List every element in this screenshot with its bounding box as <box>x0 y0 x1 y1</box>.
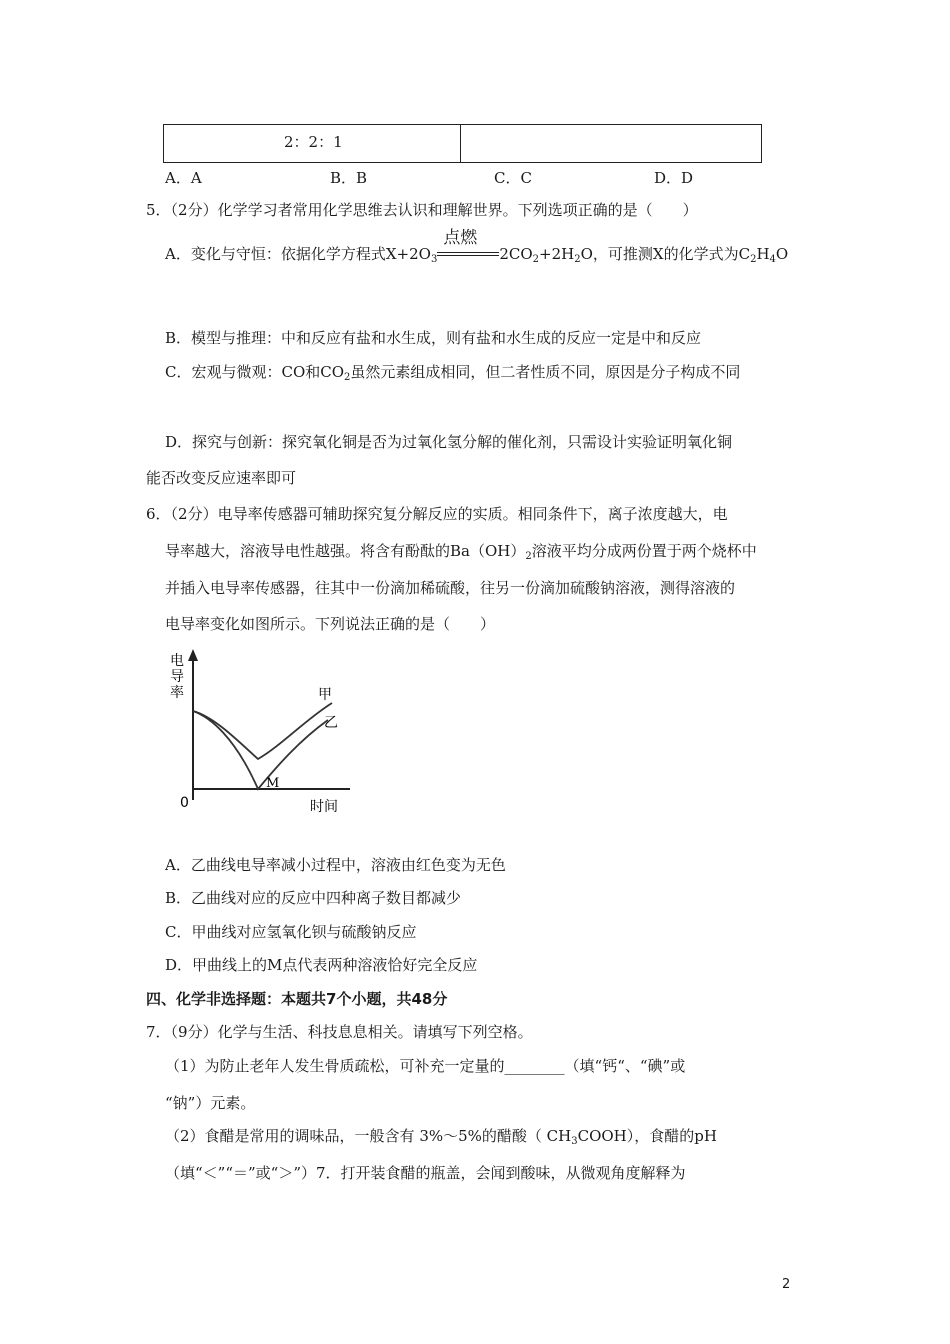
q6-stem-line1: 6．（2分）电导率传感器可辅助探究复分解反应的实质。相同条件下，离子浓度越大，电 <box>146 505 728 523</box>
q4-option-b: B．B <box>330 169 368 187</box>
q5-option-d-line1: D．探究与创新：探究氧化铜是否为过氧化氢分解的催化剂，只需设计实验证明氧化铜 <box>165 433 733 451</box>
q5-option-a <box>165 228 789 265</box>
q4-option-c: C．C <box>494 169 532 187</box>
q5-option-c <box>165 362 740 382</box>
q6-line2-prefix: 导率越大，溶液导电性越强。将含有酚酞的Ba（OH） <box>165 542 526 560</box>
q7-part2-line2: （填“＜”“＝”或“＞”）7．打开装食醋的瓶盖，会闻到酸味，从微观角度解释为 <box>165 1164 686 1182</box>
curve-yi-label: 乙 <box>324 715 338 731</box>
q5-c-prefix: C．宏观与微观：CO和CO <box>165 363 345 381</box>
curve-jia <box>193 703 332 759</box>
table-cell-left-text: 2：2：1 <box>284 133 343 151</box>
q5-c-end: 虽然元素组成相同，但二者性质不同，原因是分子构成不同 <box>350 363 741 381</box>
q7-p2-end: COOH），食醋的pH <box>577 1127 717 1145</box>
q4-option-d: D．D <box>654 169 694 187</box>
q6-stem-line3: 并插入电导率传感器，往其中一份滴加稀硫酸，往另一份滴加硫酸钠溶液，测得溶液的 <box>165 579 736 597</box>
section-heading: 四、化学非选择题：本题共7个小题，共48分 <box>146 990 448 1008</box>
q5-stem: 5．（2分）化学学习者常用化学思维去认识和理解世界。下列选项正确的是（ ） <box>146 201 698 219</box>
q5-a-sub1: 3 <box>430 254 438 265</box>
q5-a-mid1: 2CO <box>499 245 533 263</box>
reaction-arrow <box>437 228 499 264</box>
q6-stem-line2 <box>165 541 757 561</box>
q5-option-d-line2: 能否改变反应速率即可 <box>146 469 297 487</box>
q6-stem-line4: 电导率变化如图所示。下列说法正确的是（ ） <box>165 615 496 633</box>
y-label-2: 导 <box>170 669 184 685</box>
x-label: 时间 <box>310 799 338 815</box>
page-number: 2 <box>782 1277 791 1292</box>
q5-c-sub: 2 <box>344 372 351 383</box>
q5-a-sub4: 2 <box>750 254 757 265</box>
q5-a-sub3: 2 <box>574 254 581 265</box>
q5-a-sub5: 4 <box>769 254 776 265</box>
table-cell-left <box>164 125 461 163</box>
q5-a-mid2: +2H <box>539 245 575 263</box>
q6-line2-end: 溶液平均分成两份置于两个烧杯中 <box>531 542 757 560</box>
y-label-1: 电 <box>170 653 184 669</box>
q6-option-a: A．乙曲线电导率减小过程中，溶液由红色变为无色 <box>165 856 506 874</box>
q4-option-a: A．A <box>165 169 202 187</box>
y-axis-arrow <box>188 649 198 661</box>
q5-a-mid3: O，可推测X的化学式为C <box>580 245 751 263</box>
q5-a-mid4: H <box>756 245 770 263</box>
q5-a-sub2: 2 <box>532 254 540 265</box>
y-label-3: 率 <box>170 685 184 701</box>
q6-line2-sub: 2 <box>525 551 532 562</box>
q7-part2-line1 <box>165 1126 717 1146</box>
q7-p2-sub: 3 <box>571 1136 578 1147</box>
q7-p2-prefix: （2）食醋是常用的调味品，一般含有 3%～5%的醋酸（ CH <box>165 1127 572 1145</box>
q6-option-b: B．乙曲线对应的反应中四种离子数目都减少 <box>165 889 462 907</box>
point-m-label: M <box>266 776 280 791</box>
answer-table <box>163 124 762 163</box>
q5-a-prefix: A．变化与守恒：依据化学方程式X+2O <box>165 245 431 263</box>
curve-yi <box>193 711 328 789</box>
q5-a-end: O <box>775 245 789 263</box>
reaction-condition: 点燃 <box>443 228 478 248</box>
table-cell-right <box>461 125 762 163</box>
curve-jia-label: 甲 <box>318 687 332 703</box>
q7-part1-line2: “钠”）元素。 <box>165 1094 256 1112</box>
q6-option-d: D．甲曲线上的M点代表两种溶液恰好完全反应 <box>165 956 478 974</box>
q5-option-b: B．模型与推理：中和反应有盐和水生成，则有盐和水生成的反应一定是中和反应 <box>165 329 702 347</box>
origin-label: 0 <box>180 795 189 811</box>
q7-stem: 7．（9分）化学与生活、科技息息相关。请填写下列空格。 <box>146 1023 533 1041</box>
q7-part1-line1: （1）为防止老年人发生骨质疏松，可补充一定量的________（填“钙“、“碘”或 <box>165 1057 686 1075</box>
conductivity-figure <box>160 645 360 820</box>
q6-option-c: C．甲曲线对应氢氧化钡与硫酸钠反应 <box>165 923 417 941</box>
